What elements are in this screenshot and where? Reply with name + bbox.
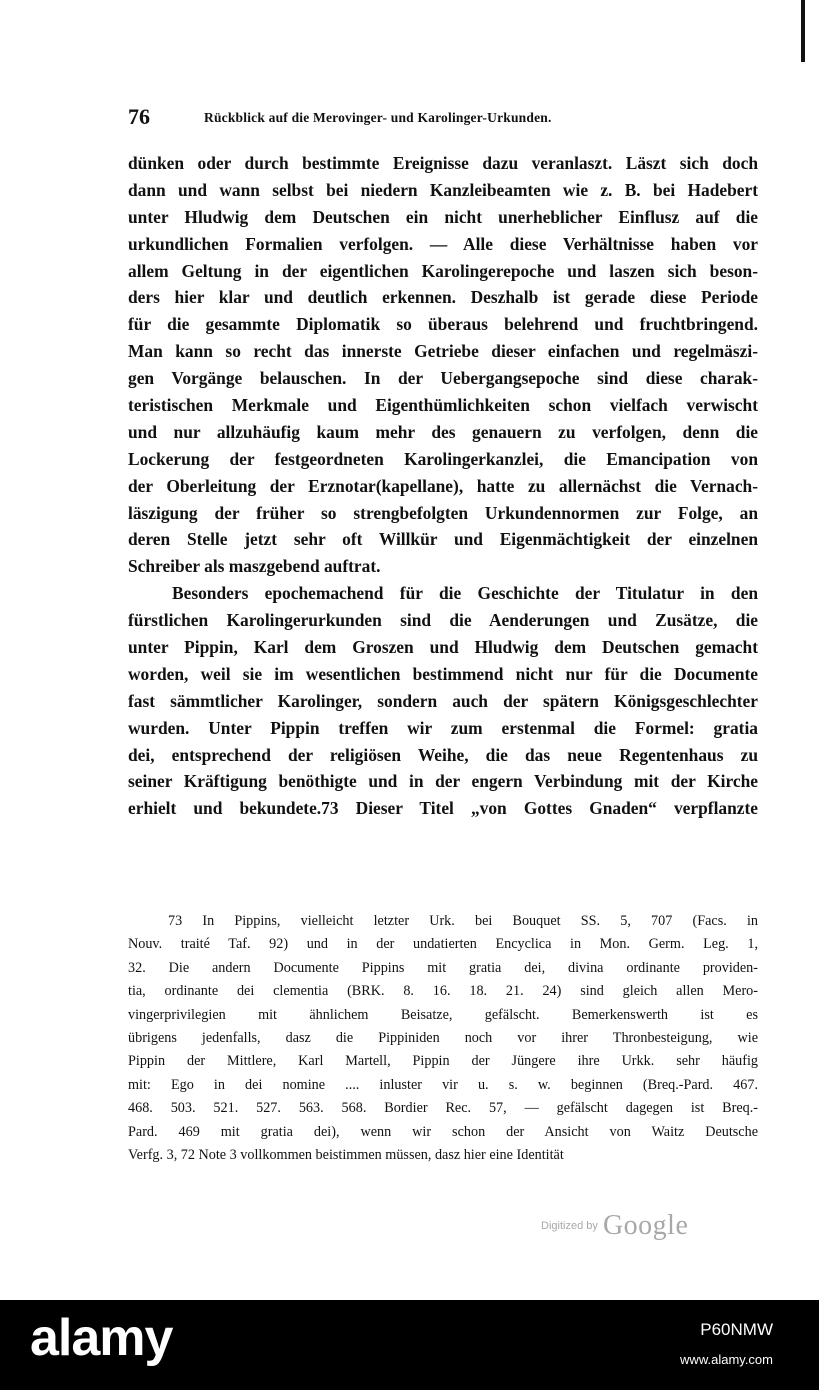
text-line: läszigung der früher so strengbefolgten Urkundennormen zur Folge, an (128, 502, 758, 523)
alamy-logo: alamy (30, 1309, 173, 1367)
text-line: gen Vorgänge belauschen. In der Uebergangsepoche sind diese charak- (128, 368, 758, 389)
page-edge-line (801, 0, 805, 62)
text-line: erhielt und bekundete.73 Dieser Titel „von Gottes Gnaden“ verpflanzte (128, 798, 758, 819)
text-line: Schreiber als maszgebend auftrat. (128, 556, 381, 577)
stock-url: www.alamy.com (680, 1352, 773, 1367)
text-line: seiner Kräftigung benöthigte und in der engern Verbindung mit der Kirche (128, 771, 758, 792)
text-line: dünken oder durch bestimmte Ereignisse dazu veranlaszt. Läszt sich doch (128, 153, 758, 173)
footnote-line: 468. 503. 521. 527. 563. 568. Bordier Rec. 57, — gefälscht dagegen ist Breq.- (128, 1100, 758, 1117)
footnote-line: Pippin der Mittlere, Karl Martell, Pippin der Jüngere ihre Urkk. sehr häufig (128, 1053, 758, 1070)
footnote-line: mit: Ego in dei nomine .... inluster vir u. s. w. beginnen (Breq.-Pard. 467. (128, 1076, 758, 1093)
main-text (128, 150, 758, 822)
text-line: deren Stelle jetzt sehr oft Willkür und Eigenmächtigkeit der einzelnen (128, 529, 758, 550)
image-id: P60NMW (700, 1320, 773, 1339)
text-line: unter Pippin, Karl dem Groszen und Hludwig dem Deutschen gemacht (128, 637, 758, 658)
footnote-line: übrigens jedenfalls, dasz die Pippiniden noch vor ihrer Thronbesteigung, wie (128, 1029, 758, 1046)
footnote-line: tia, ordinante dei clementia (BRK. 8. 16. 18. 21. 24) sind gleich allen Mero- (128, 983, 758, 1000)
stock-photo-banner (0, 1300, 819, 1390)
text-line: Besonders epochemachend für die Geschichte der Titulatur in den (172, 583, 758, 604)
footnote-line: Pard. 469 mit gratia dei), wenn wir schon der Ansicht von Waitz Deutsche (128, 1123, 758, 1140)
text-line: allem Geltung in der eigentlichen Karolingerepoche und laszen sich beson- (128, 260, 758, 281)
text-line: fürstlichen Karolingerurkunden sind die Aenderungen und Zusätze, die (128, 610, 758, 631)
text-line: für die gesammte Diplomatik so überaus belehrend und fruchtbringend. (128, 314, 758, 335)
text-line: Lockerung der festgeordneten Karolingerkanzlei, die Emancipation von (128, 448, 758, 469)
text-line: und nur allzuhäufig kaum mehr des genauern zu verfolgen, denn die (128, 421, 758, 442)
page-header (128, 104, 673, 130)
digitized-by-google-watermark (541, 1210, 688, 1244)
footnote-line: 73 In Pippins, vielleicht letzter Urk. bei Bouquet SS. 5, 707 (Facs. in (168, 913, 758, 929)
text-line: Man kann so recht das innerste Getriebe dieser einfachen und regelmäszi- (128, 341, 758, 362)
watermark-prefix: Digitized by (541, 1220, 598, 1232)
footnote-line: 32. Die andern Documente Pippins mit gratia dei, divina ordinante providen- (128, 959, 758, 976)
text-line: teristischen Merkmale und Eigenthümlichkeiten schon vielfach verwischt (128, 395, 758, 416)
text-line: dann und wann selbst bei niedern Kanzleibeamten wie z. B. bei Hadebert (128, 179, 758, 200)
footnote-block (128, 910, 758, 1167)
text-line: urkundlichen Formalien verfolgen. — Alle diese Verhältnisse haben vor (128, 233, 758, 254)
page-number: 76 (128, 104, 150, 129)
text-line: dei, entsprechend der religiösen Weihe, die das neue Regentenhaus zu (128, 744, 758, 765)
text-line: wurden. Unter Pippin treffen wir zum erstenmal die Formel: gratia (128, 717, 758, 738)
google-logo: Google (602, 1210, 689, 1241)
text-line: fast sämmtlicher Karolinger, sondern auch der spätern Königsgeschlechter (128, 690, 758, 711)
footnote-line: Nouv. traité Taf. 92) und in der undatierten Encyclica in Mon. Germ. Leg. 1, (128, 936, 758, 953)
text-line: unter Hludwig dem Deutschen ein nicht unerheblicher Einflusz auf die (128, 206, 758, 227)
text-line: worden, weil sie im wesentlichen bestimmend nicht nur für die Documente (128, 663, 758, 684)
running-title: Rückblick auf die Merovinger- und Karolinger-Urkunden. (204, 110, 552, 125)
text-line: ders hier klar und deutlich erkennen. Deszhalb ist gerade diese Periode (128, 287, 758, 308)
text-line: der Oberleitung der Erznotar(kapellane), hatte zu allernächst die Vernach- (128, 475, 758, 496)
footnote-line: Verfg. 3, 72 Note 3 vollkommen beistimmen müssen, dasz hier eine Identität (128, 1146, 564, 1163)
footnote-line: vingerprivilegien mit ähnlichem Beisatze, gefälscht. Bemerkenswerth ist es (128, 1006, 758, 1023)
